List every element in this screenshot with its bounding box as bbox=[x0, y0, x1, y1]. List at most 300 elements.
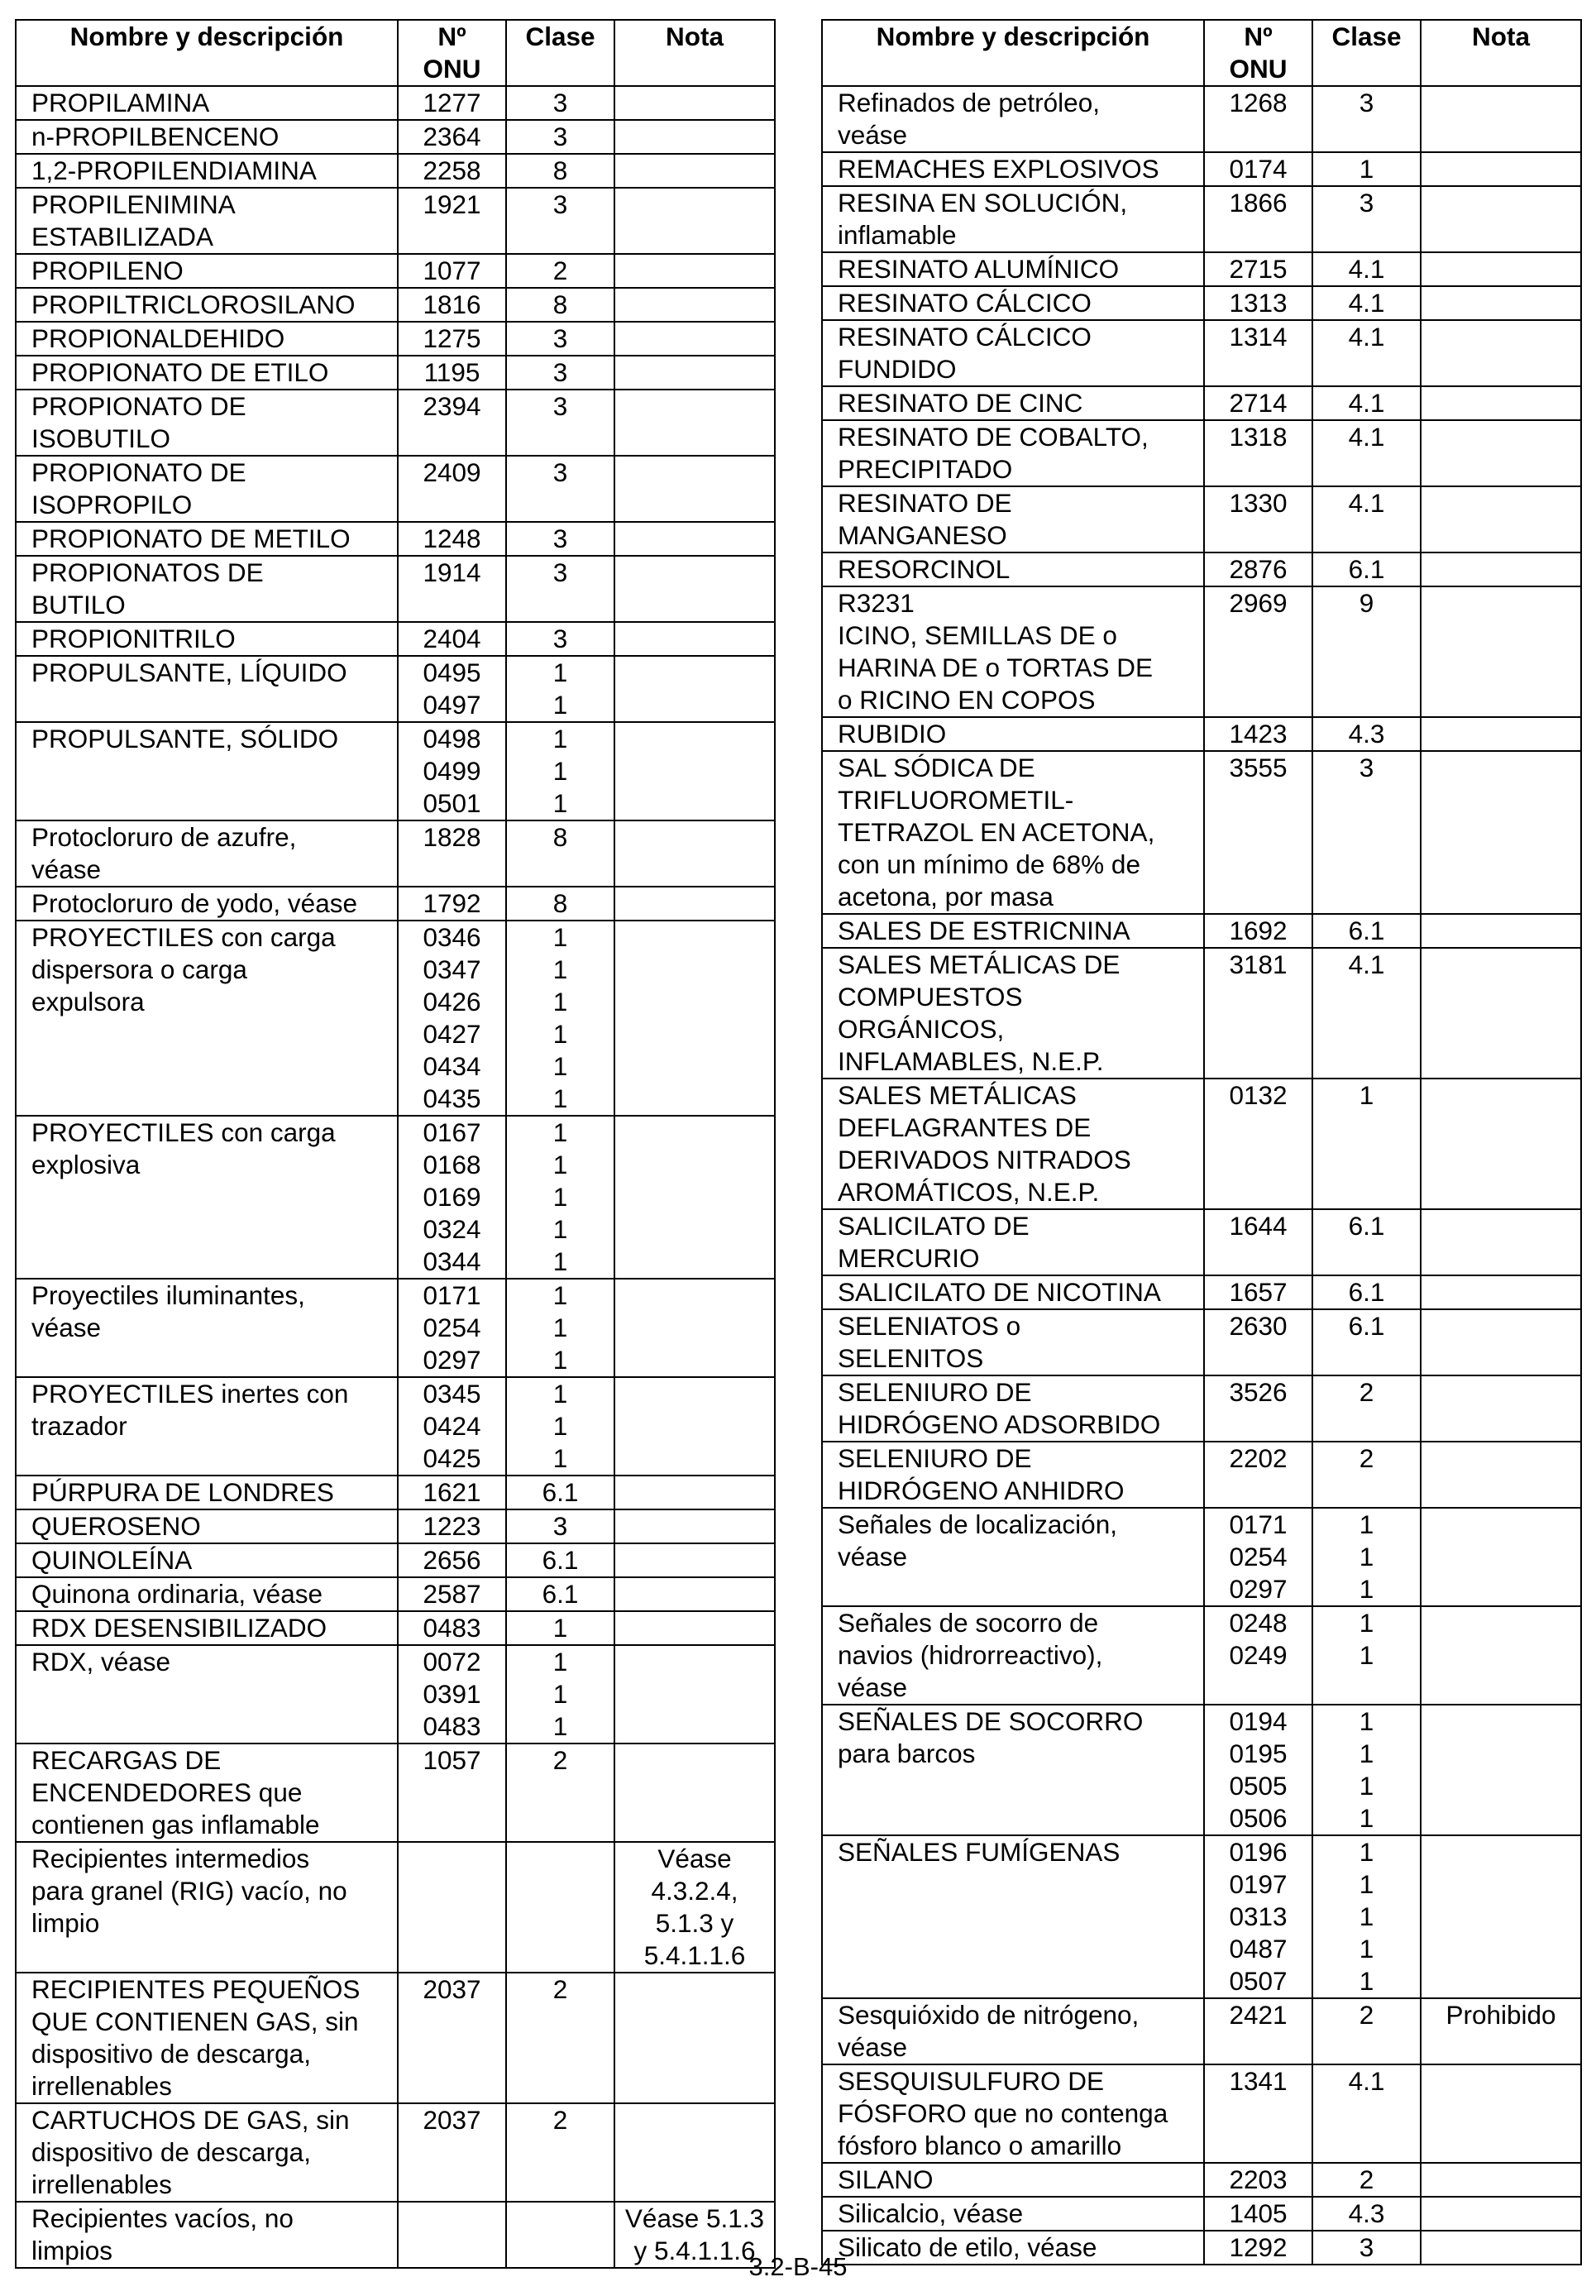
table-row bbox=[822, 486, 1581, 552]
cell-note bbox=[1421, 286, 1581, 320]
cell-name: PROPIONALDEHIDO bbox=[16, 322, 398, 356]
cell-class: 3 bbox=[506, 322, 614, 356]
cell-class: 1 1 1 1 1 1 bbox=[506, 921, 614, 1116]
cell-un-number: 2364 bbox=[398, 120, 506, 154]
header-name: Nombre y descripción bbox=[822, 20, 1204, 86]
table-row bbox=[16, 322, 775, 356]
cell-note bbox=[614, 1645, 775, 1744]
cell-un-number: 1330 bbox=[1204, 486, 1312, 552]
cell-un-number: 1341 bbox=[1204, 2064, 1312, 2163]
cell-note bbox=[614, 288, 775, 322]
cell-note bbox=[1421, 914, 1581, 948]
cell-name: SEÑALES DE SOCORRO para barcos bbox=[822, 1705, 1204, 1835]
cell-note bbox=[1421, 1442, 1581, 1508]
cell-class: 4.1 bbox=[1312, 2064, 1421, 2163]
cell-class: 6.1 bbox=[1312, 1309, 1421, 1375]
cell-name: SALES METÁLICAS DE COMPUESTOS ORGÁNICOS, INFLAMABLES, N.E.P. bbox=[822, 948, 1204, 1079]
cell-un-number: 1692 bbox=[1204, 914, 1312, 948]
table-row bbox=[16, 390, 775, 456]
cell-class: 6.1 bbox=[506, 1476, 614, 1509]
cell-class: 3 bbox=[506, 1509, 614, 1543]
table-row bbox=[16, 154, 775, 188]
table-row bbox=[16, 120, 775, 154]
table-row bbox=[16, 1377, 775, 1476]
cell-name: SALICILATO DE MERCURIO bbox=[822, 1209, 1204, 1275]
cell-name: SALES DE ESTRICNINA bbox=[822, 914, 1204, 948]
cell-name: Señales de localización, véase bbox=[822, 1508, 1204, 1606]
table-row bbox=[16, 1611, 775, 1645]
header-row bbox=[16, 20, 775, 86]
cell-name: PROPILENIMINA ESTABILIZADA bbox=[16, 188, 398, 254]
cell-un-number: 1921 bbox=[398, 188, 506, 254]
cell-class: 3 bbox=[506, 86, 614, 120]
table-row bbox=[822, 1835, 1581, 1998]
cell-note bbox=[1421, 586, 1581, 717]
cell-note bbox=[614, 556, 775, 622]
cell-name: Silicalcio, véase bbox=[822, 2197, 1204, 2231]
cell-class: 2 bbox=[506, 1973, 614, 2103]
cell-name: Protocloruro de yodo, véase bbox=[16, 887, 398, 921]
cell-un-number: 0171 0254 0297 bbox=[398, 1279, 506, 1377]
cell-note bbox=[614, 1116, 775, 1279]
cell-un-number: 2587 bbox=[398, 1577, 506, 1611]
header-row bbox=[822, 20, 1581, 86]
cell-un-number: 0072 0391 0483 bbox=[398, 1645, 506, 1744]
table-row bbox=[822, 420, 1581, 486]
cell-name: PROPULSANTE, SÓLIDO bbox=[16, 722, 398, 820]
cell-class: 1 bbox=[506, 1611, 614, 1645]
cell-class: 1 1 1 1 1 bbox=[1312, 1835, 1421, 1998]
cell-note bbox=[1421, 1275, 1581, 1309]
cell-un-number: 2037 bbox=[398, 2103, 506, 2202]
cell-un-number: 1292 bbox=[1204, 2231, 1312, 2265]
table-row bbox=[822, 552, 1581, 586]
cell-un-number: 0345 0424 0425 bbox=[398, 1377, 506, 1476]
cell-class: 3 bbox=[506, 188, 614, 254]
cell-name: PROPIONATO DE METILO bbox=[16, 522, 398, 556]
table-row bbox=[16, 1645, 775, 1744]
cell-un-number: 2037 bbox=[398, 1973, 506, 2103]
header-name: Nombre y descripción bbox=[16, 20, 398, 86]
cell-note bbox=[614, 322, 775, 356]
cell-note bbox=[614, 1377, 775, 1476]
cell-class: 8 bbox=[506, 154, 614, 188]
cell-un-number: 0171 0254 0297 bbox=[1204, 1508, 1312, 1606]
table-row bbox=[16, 1509, 775, 1543]
table-row bbox=[16, 254, 775, 288]
cell-un-number: 1828 bbox=[398, 820, 506, 887]
cell-name: PROYECTILES con carga dispersora o carga expulsora bbox=[16, 921, 398, 1116]
cell-class: 6.1 bbox=[1312, 914, 1421, 948]
cell-name: 1,2-PROPILENDIAMINA bbox=[16, 154, 398, 188]
cell-un-number: 0248 0249 bbox=[1204, 1606, 1312, 1705]
cell-note bbox=[614, 456, 775, 522]
table-row bbox=[822, 2163, 1581, 2197]
cell-note bbox=[614, 154, 775, 188]
cell-note bbox=[1421, 1079, 1581, 1209]
cell-class bbox=[506, 1842, 614, 1973]
cell-name: RUBIDIO bbox=[822, 717, 1204, 751]
cell-name: Sesquióxido de nitrógeno, véase bbox=[822, 1998, 1204, 2064]
cell-un-number: 0132 bbox=[1204, 1079, 1312, 1209]
cell-name: RESINATO DE COBALTO, PRECIPITADO bbox=[822, 420, 1204, 486]
table-row bbox=[16, 887, 775, 921]
table-row bbox=[822, 1375, 1581, 1442]
cell-note bbox=[1421, 751, 1581, 914]
cell-name: RESINATO CÁLCICO bbox=[822, 286, 1204, 320]
cell-note: Véase 4.3.2.4, 5.1.3 y 5.4.1.1.6 bbox=[614, 1842, 775, 1973]
table-row bbox=[16, 188, 775, 254]
table-row bbox=[16, 820, 775, 887]
cell-note bbox=[614, 1611, 775, 1645]
cell-class: 3 bbox=[1312, 186, 1421, 252]
table-row bbox=[822, 1309, 1581, 1375]
cell-class: 2 bbox=[1312, 2163, 1421, 2197]
table-row bbox=[822, 914, 1581, 948]
table-row bbox=[16, 1577, 775, 1611]
table-row bbox=[822, 1998, 1581, 2064]
header-note: Nota bbox=[1421, 20, 1581, 86]
cell-class: 1 1 1 1 bbox=[1312, 1705, 1421, 1835]
header-un: Nº ONU bbox=[398, 20, 506, 86]
table-row bbox=[822, 1209, 1581, 1275]
cell-note bbox=[614, 86, 775, 120]
cell-un-number: 1914 bbox=[398, 556, 506, 622]
cell-name: Silicato de etilo, véase bbox=[822, 2231, 1204, 2265]
cell-class: 1 bbox=[1312, 1079, 1421, 1209]
cell-note bbox=[1421, 252, 1581, 286]
cell-name: CARTUCHOS DE GAS, sin dispositivo de descarga, irrellenables bbox=[16, 2103, 398, 2202]
cell-un-number: 2715 bbox=[1204, 252, 1312, 286]
cell-name: RESINA EN SOLUCIÓN, inflamable bbox=[822, 186, 1204, 252]
cell-name: Recipientes intermedios para granel (RIG) vacío, no limpio bbox=[16, 1842, 398, 1973]
cell-name: RESINATO DE MANGANESO bbox=[822, 486, 1204, 552]
table-row bbox=[16, 921, 775, 1116]
cell-note bbox=[614, 1973, 775, 2103]
cell-name: SALICILATO DE NICOTINA bbox=[822, 1275, 1204, 1309]
cell-un-number: 1792 bbox=[398, 887, 506, 921]
table-row bbox=[16, 356, 775, 390]
cell-un-number: 1268 bbox=[1204, 86, 1312, 152]
cell-name: PROPIONATO DE ETILO bbox=[16, 356, 398, 390]
table-row bbox=[822, 1079, 1581, 1209]
cell-note bbox=[1421, 1375, 1581, 1442]
table-row bbox=[822, 386, 1581, 420]
table-row bbox=[16, 456, 775, 522]
cell-name: SALES METÁLICAS DEFLAGRANTES DE DERIVADOS NITRADOS AROMÁTICOS, N.E.P. bbox=[822, 1079, 1204, 1209]
cell-class: 6.1 bbox=[1312, 552, 1421, 586]
cell-name: PROPIONATO DE ISOPROPILO bbox=[16, 456, 398, 522]
cell-un-number: 2404 bbox=[398, 622, 506, 656]
cell-name: SESQUISULFURO DE FÓSFORO que no contenga fósforo blanco o amarillo bbox=[822, 2064, 1204, 2163]
cell-un-number: 1621 bbox=[398, 1476, 506, 1509]
cell-class: 3 bbox=[506, 556, 614, 622]
cell-note bbox=[614, 1744, 775, 1842]
cell-class: 1 1 1 1 1 bbox=[506, 1116, 614, 1279]
cell-class: 4.1 bbox=[1312, 386, 1421, 420]
cell-note bbox=[614, 1279, 775, 1377]
cell-name: SEÑALES FUMÍGENAS bbox=[822, 1835, 1204, 1998]
cell-note bbox=[1421, 1606, 1581, 1705]
cell-note bbox=[1421, 1508, 1581, 1606]
cell-un-number: 1248 bbox=[398, 522, 506, 556]
cell-class: 2 bbox=[1312, 1998, 1421, 2064]
cell-name: RESINATO ALUMÍNICO bbox=[822, 252, 1204, 286]
cell-name: Protocloruro de azufre, véase bbox=[16, 820, 398, 887]
table-row bbox=[822, 2197, 1581, 2231]
cell-note: Véase 5.1.3 y 5.4.1.1.6 bbox=[614, 2202, 775, 2268]
cell-un-number: 1423 bbox=[1204, 717, 1312, 751]
cell-name: R3231 ICINO, SEMILLAS DE o HARINA DE o TORTAS DE o RICINO EN COPOS bbox=[822, 586, 1204, 717]
cell-name: RESINATO CÁLCICO FUNDIDO bbox=[822, 320, 1204, 386]
cell-un-number: 2394 bbox=[398, 390, 506, 456]
cell-class: 3 bbox=[506, 522, 614, 556]
cell-note bbox=[1421, 186, 1581, 252]
table-row bbox=[16, 622, 775, 656]
header-class: Clase bbox=[1312, 20, 1421, 86]
table-row bbox=[822, 1275, 1581, 1309]
cell-note bbox=[614, 887, 775, 921]
cell-class: 2 bbox=[1312, 1442, 1421, 1508]
table-row bbox=[822, 186, 1581, 252]
cell-un-number: 0194 0195 0505 0506 bbox=[1204, 1705, 1312, 1835]
cell-class: 8 bbox=[506, 887, 614, 921]
cell-note bbox=[614, 820, 775, 887]
cell-name: RECIPIENTES PEQUEÑOS QUE CONTIENEN GAS, sin dispositivo de descarga, irrellenables bbox=[16, 1973, 398, 2103]
cell-name: SELENIURO DE HIDRÓGENO ANHIDRO bbox=[822, 1442, 1204, 1508]
cell-un-number: 0346 0347 0426 0427 0434 0435 bbox=[398, 921, 506, 1116]
cell-note bbox=[614, 656, 775, 722]
cell-un-number: 1057 bbox=[398, 1744, 506, 1842]
cell-un-number: 2203 bbox=[1204, 2163, 1312, 2197]
cell-note bbox=[1421, 1209, 1581, 1275]
cell-note bbox=[614, 1577, 775, 1611]
substances-table-left bbox=[15, 19, 776, 2269]
cell-name: Proyectiles iluminantes, véase bbox=[16, 1279, 398, 1377]
table-row bbox=[822, 1705, 1581, 1835]
cell-note bbox=[1421, 386, 1581, 420]
cell-un-number: 2409 bbox=[398, 456, 506, 522]
cell-note bbox=[1421, 2064, 1581, 2163]
cell-name: PROPULSANTE, LÍQUIDO bbox=[16, 656, 398, 722]
cell-un-number: 0174 bbox=[1204, 152, 1312, 186]
table-row bbox=[822, 751, 1581, 914]
cell-note bbox=[1421, 420, 1581, 486]
table-row bbox=[822, 320, 1581, 386]
table-row bbox=[16, 1116, 775, 1279]
cell-class: 4.3 bbox=[1312, 717, 1421, 751]
cell-class: 4.1 bbox=[1312, 286, 1421, 320]
cell-name: PROPIONATO DE ISOBUTILO bbox=[16, 390, 398, 456]
cell-class: 1 1 1 bbox=[506, 1377, 614, 1476]
cell-un-number: 1277 bbox=[398, 86, 506, 120]
cell-un-number: 1275 bbox=[398, 322, 506, 356]
cell-un-number: 1195 bbox=[398, 356, 506, 390]
cell-un-number bbox=[398, 1842, 506, 1973]
cell-name: PROPIONITRILO bbox=[16, 622, 398, 656]
cell-name: Señales de socorro de navios (hidrorreactivo), véase bbox=[822, 1606, 1204, 1705]
cell-class: 1 bbox=[1312, 152, 1421, 186]
cell-name: n-PROPILBENCENO bbox=[16, 120, 398, 154]
cell-class: 6.1 bbox=[1312, 1209, 1421, 1275]
cell-class: 9 bbox=[1312, 586, 1421, 717]
cell-note bbox=[1421, 717, 1581, 751]
cell-un-number: 0196 0197 0313 0487 0507 bbox=[1204, 1835, 1312, 1998]
cell-name: QUEROSENO bbox=[16, 1509, 398, 1543]
cell-class: 8 bbox=[506, 820, 614, 887]
cell-class: 2 bbox=[1312, 1375, 1421, 1442]
cell-class: 1 1 bbox=[506, 656, 614, 722]
cell-name: Quinona ordinaria, véase bbox=[16, 1577, 398, 1611]
cell-class: 2 bbox=[506, 2103, 614, 2202]
cell-name: PROPILTRICLOROSILANO bbox=[16, 288, 398, 322]
cell-name: QUINOLEÍNA bbox=[16, 1543, 398, 1577]
table-row bbox=[16, 1543, 775, 1577]
cell-un-number: 1644 bbox=[1204, 1209, 1312, 1275]
cell-un-number: 1313 bbox=[1204, 286, 1312, 320]
table-row bbox=[16, 1842, 775, 1973]
cell-class: 3 bbox=[506, 390, 614, 456]
cell-un-number: 2421 bbox=[1204, 1998, 1312, 2064]
cell-un-number: 2714 bbox=[1204, 386, 1312, 420]
cell-note bbox=[614, 2103, 775, 2202]
table-row bbox=[822, 252, 1581, 286]
cell-un-number: 1866 bbox=[1204, 186, 1312, 252]
table-body-left bbox=[16, 86, 775, 2268]
cell-note bbox=[1421, 152, 1581, 186]
table-row bbox=[16, 1476, 775, 1509]
cell-class: 4.1 bbox=[1312, 486, 1421, 552]
cell-class: 3 bbox=[1312, 2231, 1421, 2265]
cell-class: 1 1 1 bbox=[506, 1279, 614, 1377]
cell-name: Recipientes vacíos, no limpios bbox=[16, 2202, 398, 2268]
cell-un-number: 3555 bbox=[1204, 751, 1312, 914]
cell-class: 1 1 bbox=[1312, 1606, 1421, 1705]
cell-note bbox=[614, 1543, 775, 1577]
cell-note bbox=[614, 1476, 775, 1509]
substances-table-right bbox=[821, 19, 1582, 2265]
header-class: Clase bbox=[506, 20, 614, 86]
cell-name: REMACHES EXPLOSIVOS bbox=[822, 152, 1204, 186]
cell-un-number: 3526 bbox=[1204, 1375, 1312, 1442]
cell-un-number: 2656 bbox=[398, 1543, 506, 1577]
table-row bbox=[16, 86, 775, 120]
table-row bbox=[822, 2064, 1581, 2163]
table-row bbox=[822, 948, 1581, 1079]
cell-un-number: 1816 bbox=[398, 288, 506, 322]
table-row bbox=[16, 1973, 775, 2103]
cell-un-number: 1657 bbox=[1204, 1275, 1312, 1309]
cell-class: 3 bbox=[1312, 86, 1421, 152]
cell-class: 3 bbox=[506, 622, 614, 656]
cell-note bbox=[1421, 1835, 1581, 1998]
cell-name: PROYECTILES inertes con trazador bbox=[16, 1377, 398, 1476]
cell-note bbox=[1421, 1705, 1581, 1835]
cell-note bbox=[614, 622, 775, 656]
table-row bbox=[822, 152, 1581, 186]
table-row bbox=[822, 586, 1581, 717]
cell-note bbox=[1421, 486, 1581, 552]
cell-class: 2 bbox=[506, 1744, 614, 1842]
cell-note bbox=[614, 254, 775, 288]
cell-un-number: 0498 0499 0501 bbox=[398, 722, 506, 820]
cell-un-number: 0495 0497 bbox=[398, 656, 506, 722]
cell-name: RECARGAS DE ENCENDEDORES que contienen gas inflamable bbox=[16, 1744, 398, 1842]
cell-note bbox=[1421, 2163, 1581, 2197]
table-body-right bbox=[822, 86, 1581, 2265]
table-row bbox=[822, 717, 1581, 751]
table-row bbox=[822, 1508, 1581, 1606]
cell-name: Refinados de petróleo, veáse bbox=[822, 86, 1204, 152]
cell-name: PROPIONATOS DE BUTILO bbox=[16, 556, 398, 622]
cell-note bbox=[614, 722, 775, 820]
table-row bbox=[16, 656, 775, 722]
cell-un-number: 2969 bbox=[1204, 586, 1312, 717]
cell-class: 4.1 bbox=[1312, 948, 1421, 1079]
table-row bbox=[822, 86, 1581, 152]
cell-class: 1 1 1 bbox=[1312, 1508, 1421, 1606]
cell-name: RESINATO DE CINC bbox=[822, 386, 1204, 420]
cell-name: PROPILAMINA bbox=[16, 86, 398, 120]
header-un: Nº ONU bbox=[1204, 20, 1312, 86]
cell-un-number: 1314 bbox=[1204, 320, 1312, 386]
table-row bbox=[16, 1279, 775, 1377]
cell-name: RDX, véase bbox=[16, 1645, 398, 1744]
cell-note bbox=[614, 1509, 775, 1543]
cell-name: SILANO bbox=[822, 2163, 1204, 2197]
cell-name: SELENIURO DE HIDRÓGENO ADSORBIDO bbox=[822, 1375, 1204, 1442]
cell-un-number: 2630 bbox=[1204, 1309, 1312, 1375]
cell-un-number: 1077 bbox=[398, 254, 506, 288]
cell-class: 6.1 bbox=[506, 1577, 614, 1611]
table-row bbox=[822, 286, 1581, 320]
cell-class: 4.3 bbox=[1312, 2197, 1421, 2231]
cell-note bbox=[614, 120, 775, 154]
cell-note bbox=[1421, 948, 1581, 1079]
cell-note bbox=[614, 356, 775, 390]
cell-class: 3 bbox=[506, 456, 614, 522]
cell-class: 4.1 bbox=[1312, 320, 1421, 386]
cell-class: 2 bbox=[506, 254, 614, 288]
page-number: 3.2-B-45 bbox=[748, 2252, 848, 2281]
cell-class: 3 bbox=[506, 120, 614, 154]
cell-name: PROPILENO bbox=[16, 254, 398, 288]
cell-note bbox=[614, 921, 775, 1116]
cell-note bbox=[1421, 320, 1581, 386]
cell-class: 4.1 bbox=[1312, 420, 1421, 486]
cell-note bbox=[614, 522, 775, 556]
cell-note bbox=[614, 390, 775, 456]
cell-name: PROYECTILES con carga explosiva bbox=[16, 1116, 398, 1279]
cell-class: 1 1 1 bbox=[506, 722, 614, 820]
cell-un-number: 3181 bbox=[1204, 948, 1312, 1079]
cell-un-number: 2202 bbox=[1204, 1442, 1312, 1508]
cell-name: SELENIATOS o SELENITOS bbox=[822, 1309, 1204, 1375]
table-row bbox=[16, 2103, 775, 2202]
header-note: Nota bbox=[614, 20, 775, 86]
cell-class: 6.1 bbox=[1312, 1275, 1421, 1309]
cell-class: 1 1 1 bbox=[506, 1645, 614, 1744]
cell-name: RDX DESENSIBILIZADO bbox=[16, 1611, 398, 1645]
table-row bbox=[16, 556, 775, 622]
cell-un-number: 1318 bbox=[1204, 420, 1312, 486]
cell-un-number: 2876 bbox=[1204, 552, 1312, 586]
table-row bbox=[16, 522, 775, 556]
cell-name: RESORCINOL bbox=[822, 552, 1204, 586]
cell-un-number: 1405 bbox=[1204, 2197, 1312, 2231]
cell-note bbox=[1421, 1309, 1581, 1375]
cell-name: SAL SÓDICA DE TRIFLUOROMETIL- TETRAZOL EN ACETONA, con un mínimo de 68% de acetona, por masa bbox=[822, 751, 1204, 914]
